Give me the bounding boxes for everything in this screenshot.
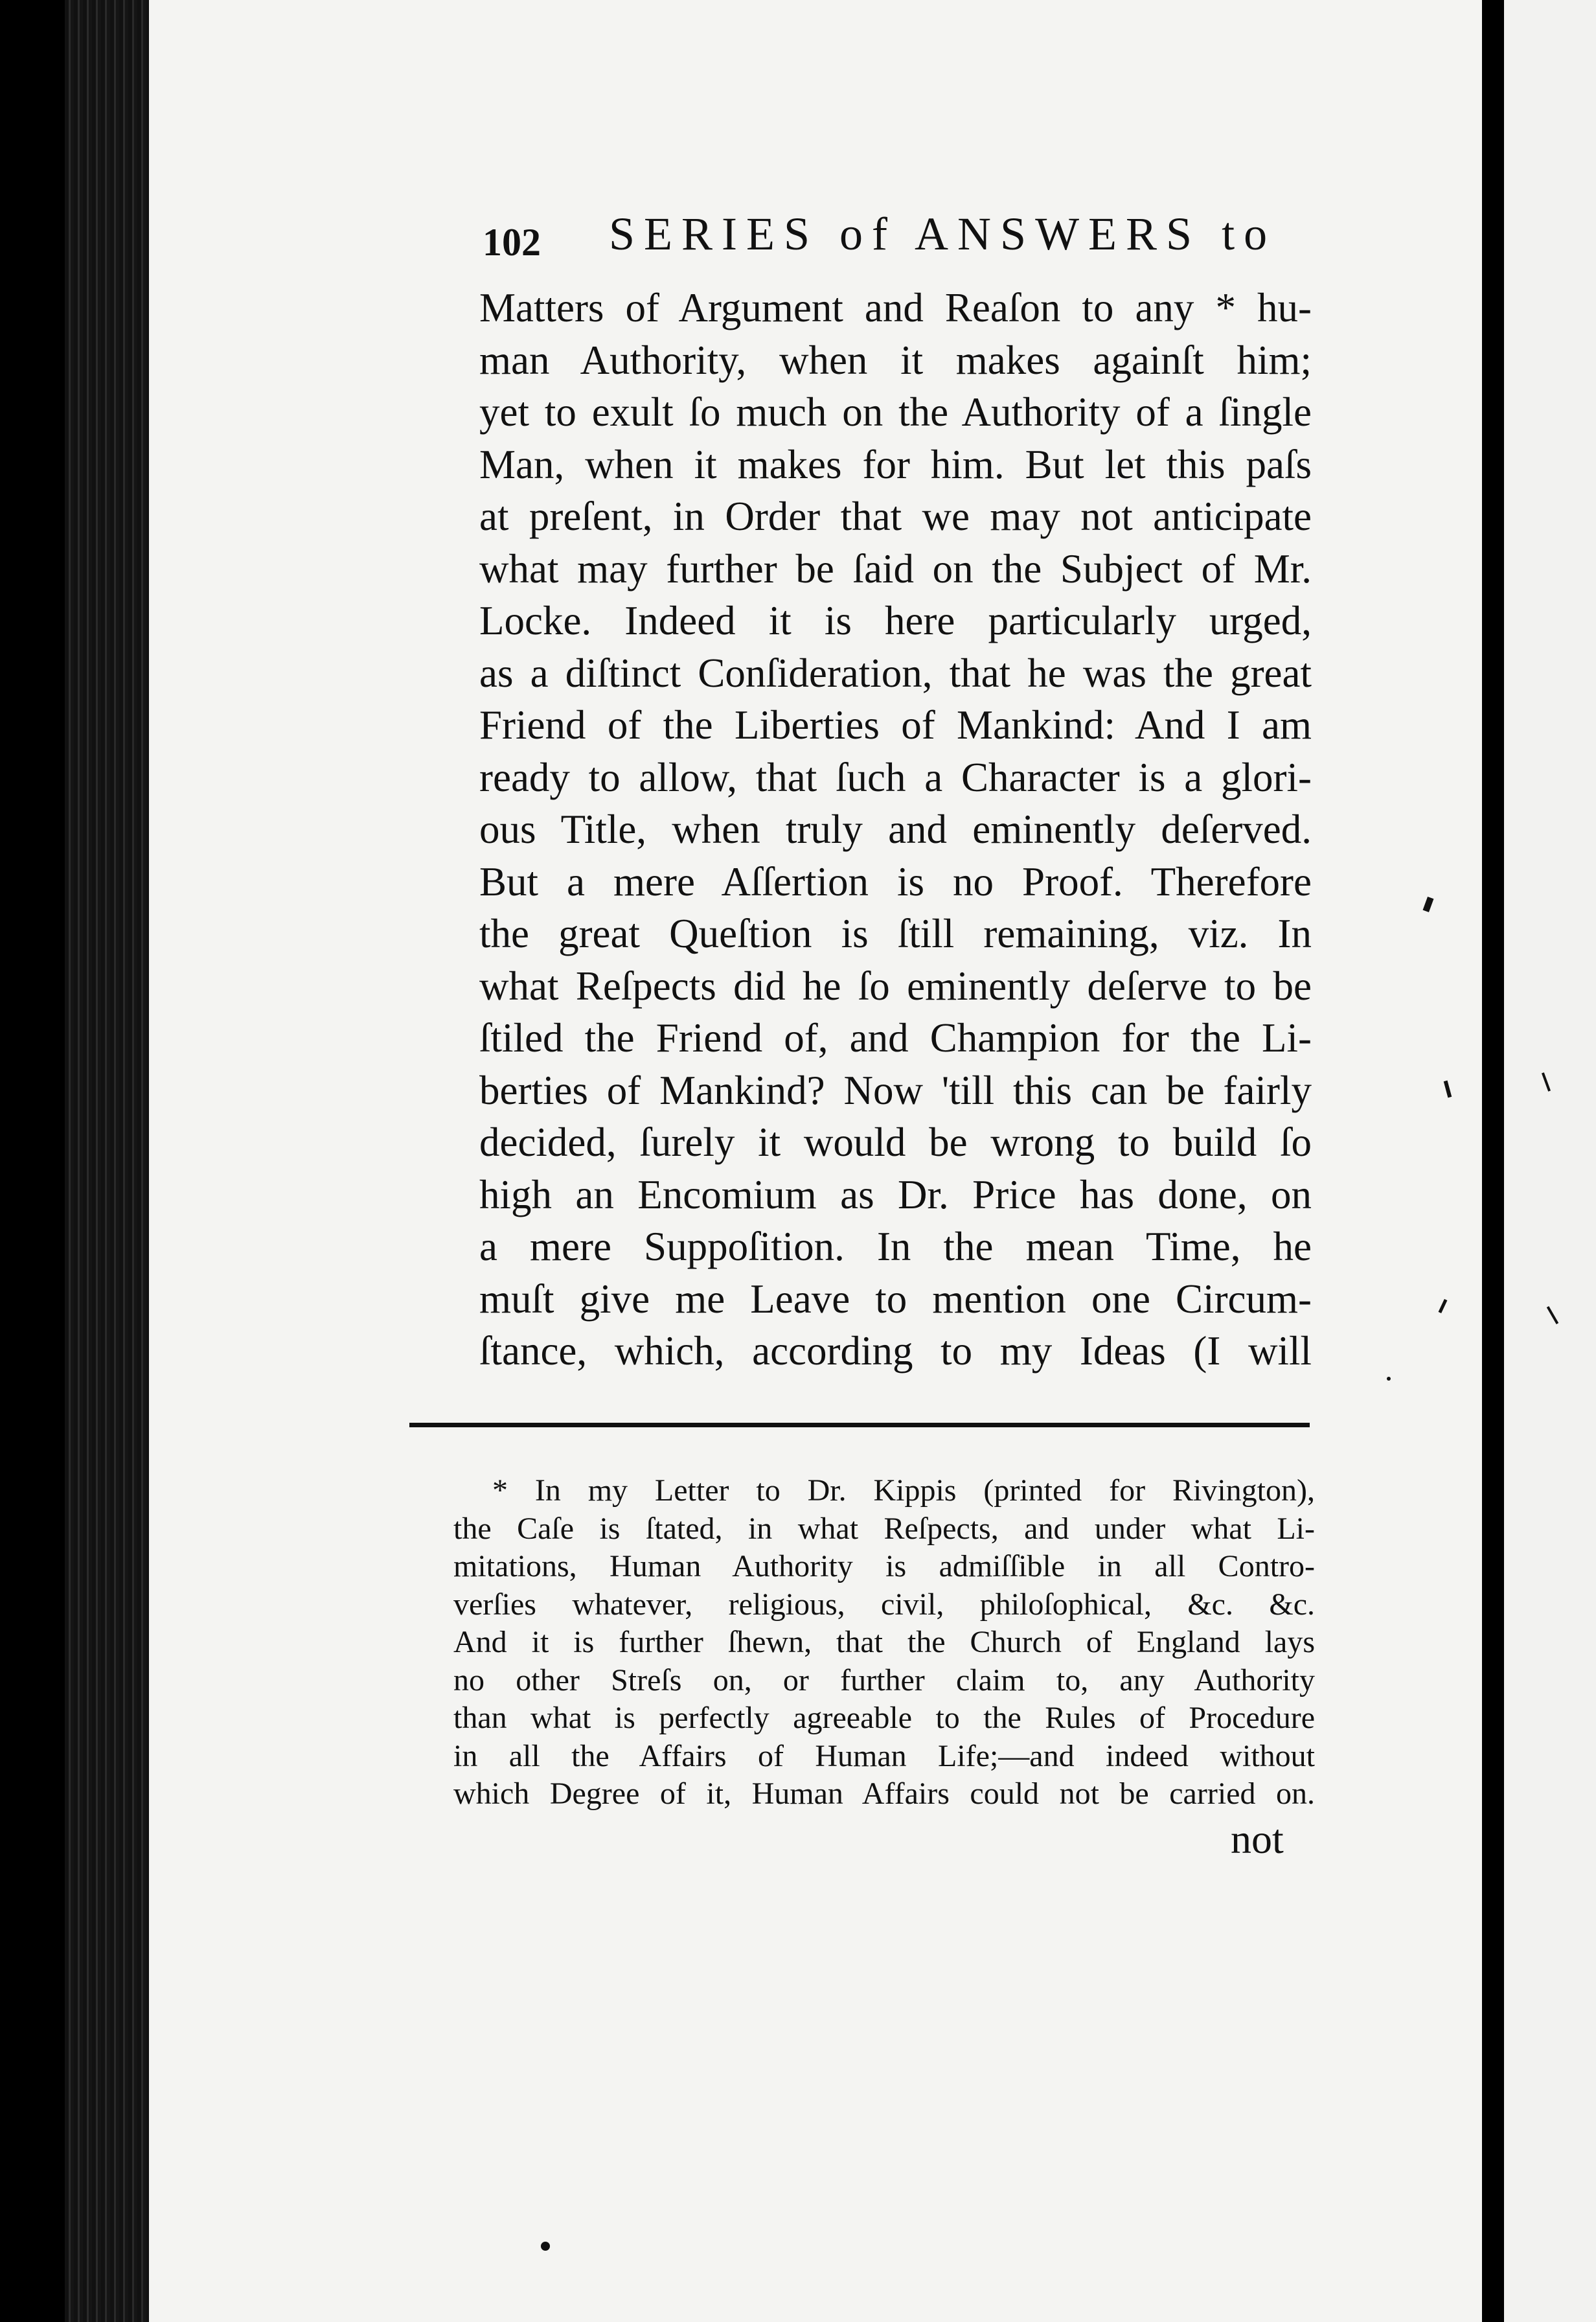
body-line: what Reſpects did he ſo eminently deſerve to be	[479, 963, 1312, 1009]
body-line: high an Encomium as Dr. Price has done, on	[479, 1171, 1312, 1217]
speck	[1547, 1306, 1558, 1324]
speck	[1423, 897, 1434, 912]
speck	[1439, 1299, 1448, 1313]
body-line: at preſent, in Order that we may not anticipate	[479, 494, 1312, 539]
body-line: Man, when it makes for him. But let this paſs	[479, 441, 1312, 487]
speck	[541, 2242, 550, 2251]
body-line: what may further be ſaid on the Subject of Mr.	[479, 546, 1312, 592]
footnote-line: which Degree of it, Human Affairs could not be carried on.	[453, 1776, 1315, 1811]
footnote-line: verſies whatever, religious, civil, philoſophical, &c. &c.	[453, 1587, 1315, 1622]
body-line: man Authority, when it makes againſt him;	[479, 337, 1312, 383]
footnote-line: in all the Affairs of Human Life;—and indeed without	[453, 1738, 1315, 1773]
body-line: as a diſtinct Conſideration, that he was the great	[479, 650, 1312, 696]
footnote-line: no other Streſs on, or further claim to, any Authority	[453, 1662, 1315, 1697]
footnote-line: And it is further ſhewn, that the Church of England lays	[453, 1625, 1315, 1659]
body-line: a mere Suppoſition. In the mean Time, he	[479, 1224, 1312, 1269]
running-title: SERIES of ANSWERS to	[609, 208, 1277, 260]
body-line: ſtiled the Friend of, and Champion for the Li-	[479, 1015, 1312, 1061]
body-line: muſt give me Leave to mention one Circum-	[479, 1276, 1312, 1322]
footnote-line: the Caſe is ſtated, in what Reſpects, and under what Li-	[453, 1511, 1315, 1546]
body-line: ſtance, which, according to my Ideas (I will	[479, 1328, 1312, 1374]
catchword: not	[1231, 1816, 1284, 1862]
body-line: berties of Mankind? Now 'till this can be fairly	[479, 1067, 1312, 1113]
body-line: yet to exult ſo much on the Authority of a ſingle	[479, 389, 1312, 435]
body-line: Friend of the Liberties of Mankind: And I am	[479, 702, 1312, 748]
body-line: Matters of Argument and Reaſon to any * hu-	[479, 285, 1312, 330]
body-line: But a mere Aſſertion is no Proof. Therefore	[479, 858, 1312, 904]
body-line: ous Title, when truly and eminently deſerved.	[479, 807, 1312, 852]
body-line: decided, ſurely it would be wrong to build ſo	[479, 1120, 1312, 1165]
body-line: Locke. Indeed it is here particularly urged,	[479, 598, 1312, 643]
speck	[1387, 1377, 1391, 1381]
speck	[1542, 1072, 1551, 1092]
footnote-line: than what is perfectly agreeable to the Rules of Procedure	[453, 1701, 1315, 1735]
body-line: the great Queſtion is ſtill remaining, viz. In	[479, 911, 1312, 956]
footnote-line: * In my Letter to Dr. Kippis (printed for Rivington),	[492, 1473, 1315, 1508]
body-line: ready to allow, that ſuch a Character is a glori-	[479, 754, 1312, 800]
page-number: 102	[483, 221, 541, 264]
speck	[1444, 1081, 1452, 1098]
footnote-line: mitations, Human Authority is admiſſible in all Contro-	[453, 1549, 1315, 1583]
